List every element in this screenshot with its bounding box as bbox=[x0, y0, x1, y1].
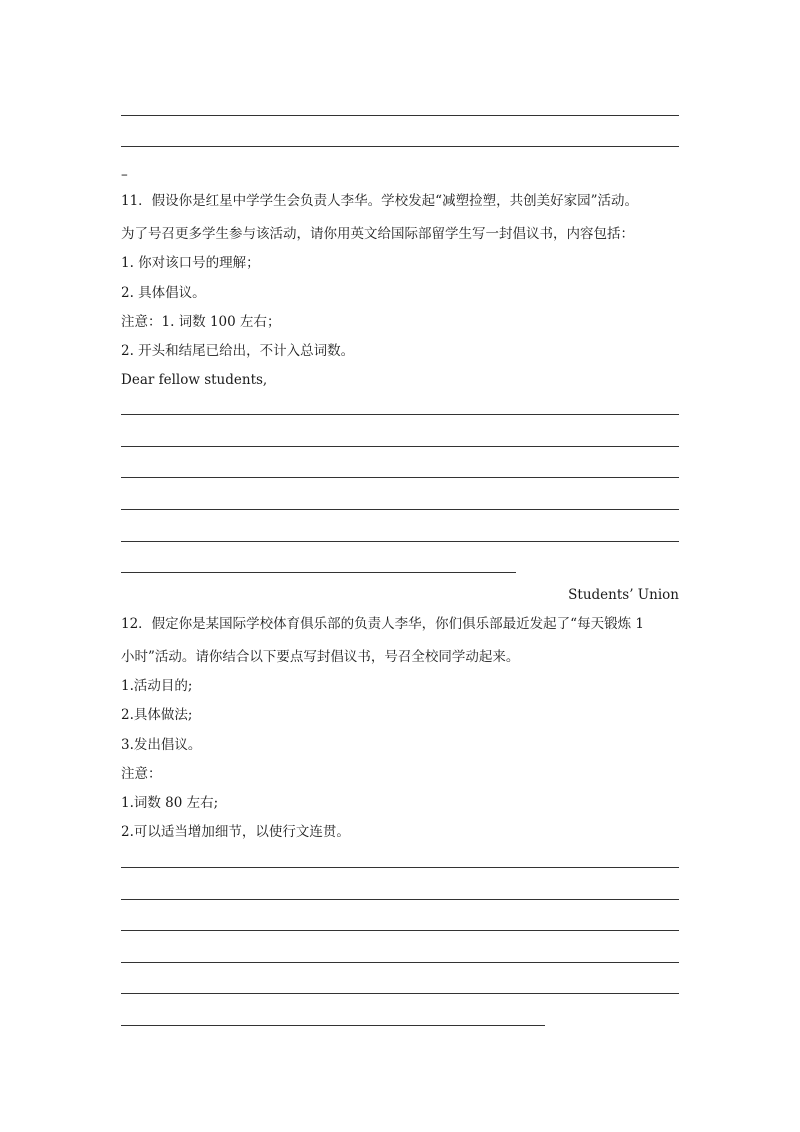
answer-line-short bbox=[121, 1025, 545, 1026]
q11-item1: 1. 你对该口号的理解； bbox=[121, 255, 260, 271]
q11-salutation: Dear fellow students, bbox=[121, 372, 268, 388]
q12-note-label: 注意： bbox=[121, 766, 162, 782]
answer-line bbox=[121, 962, 679, 963]
answer-line bbox=[121, 509, 679, 510]
q11-note1: 注意：1. 词数 100 左右； bbox=[121, 314, 281, 330]
answer-line bbox=[121, 930, 679, 931]
q11-note2: 2. 开头和结尾已给出，不计入总词数。 bbox=[121, 343, 355, 359]
q12-item2: 2.具体做法; bbox=[121, 707, 193, 723]
stray-mark: – bbox=[121, 167, 128, 183]
q12-title: 12．假定你是某国际学校体育俱乐部的负责人李华，你们俱乐部最近发起了“每天锻炼 1 bbox=[121, 616, 644, 632]
answer-line bbox=[121, 115, 679, 116]
answer-line-short bbox=[121, 572, 516, 573]
q12-note1: 1.词数 80 左右; bbox=[121, 795, 219, 811]
q11-line2: 为了号召更多学生参与该活动，请你用英文给国际部留学生写一封倡议书，内容包括： bbox=[121, 226, 634, 242]
answer-line bbox=[121, 414, 679, 415]
q11-signature: Students’ Union bbox=[568, 587, 679, 603]
answer-line bbox=[121, 541, 679, 542]
q12-line2: 小时”活动。请你结合以下要点写封倡议书，号召全校同学动起来。 bbox=[121, 649, 520, 665]
q12-item1: 1.活动目的; bbox=[121, 678, 193, 694]
answer-line bbox=[121, 446, 679, 447]
q12-note2: 2.可以适当增加细节，以使行文连贯。 bbox=[121, 824, 350, 840]
q12-item3: 3.发出倡议。 bbox=[121, 737, 202, 753]
answer-line bbox=[121, 899, 679, 900]
answer-line bbox=[121, 146, 679, 147]
answer-line bbox=[121, 477, 679, 478]
q11-title: 11．假设你是红星中学学生会负责人李华。学校发起“减塑捡塑，共创美好家园”活动。 bbox=[121, 193, 638, 209]
q11-item2: 2. 具体倡议。 bbox=[121, 285, 206, 301]
answer-line bbox=[121, 867, 679, 868]
answer-line bbox=[121, 993, 679, 994]
